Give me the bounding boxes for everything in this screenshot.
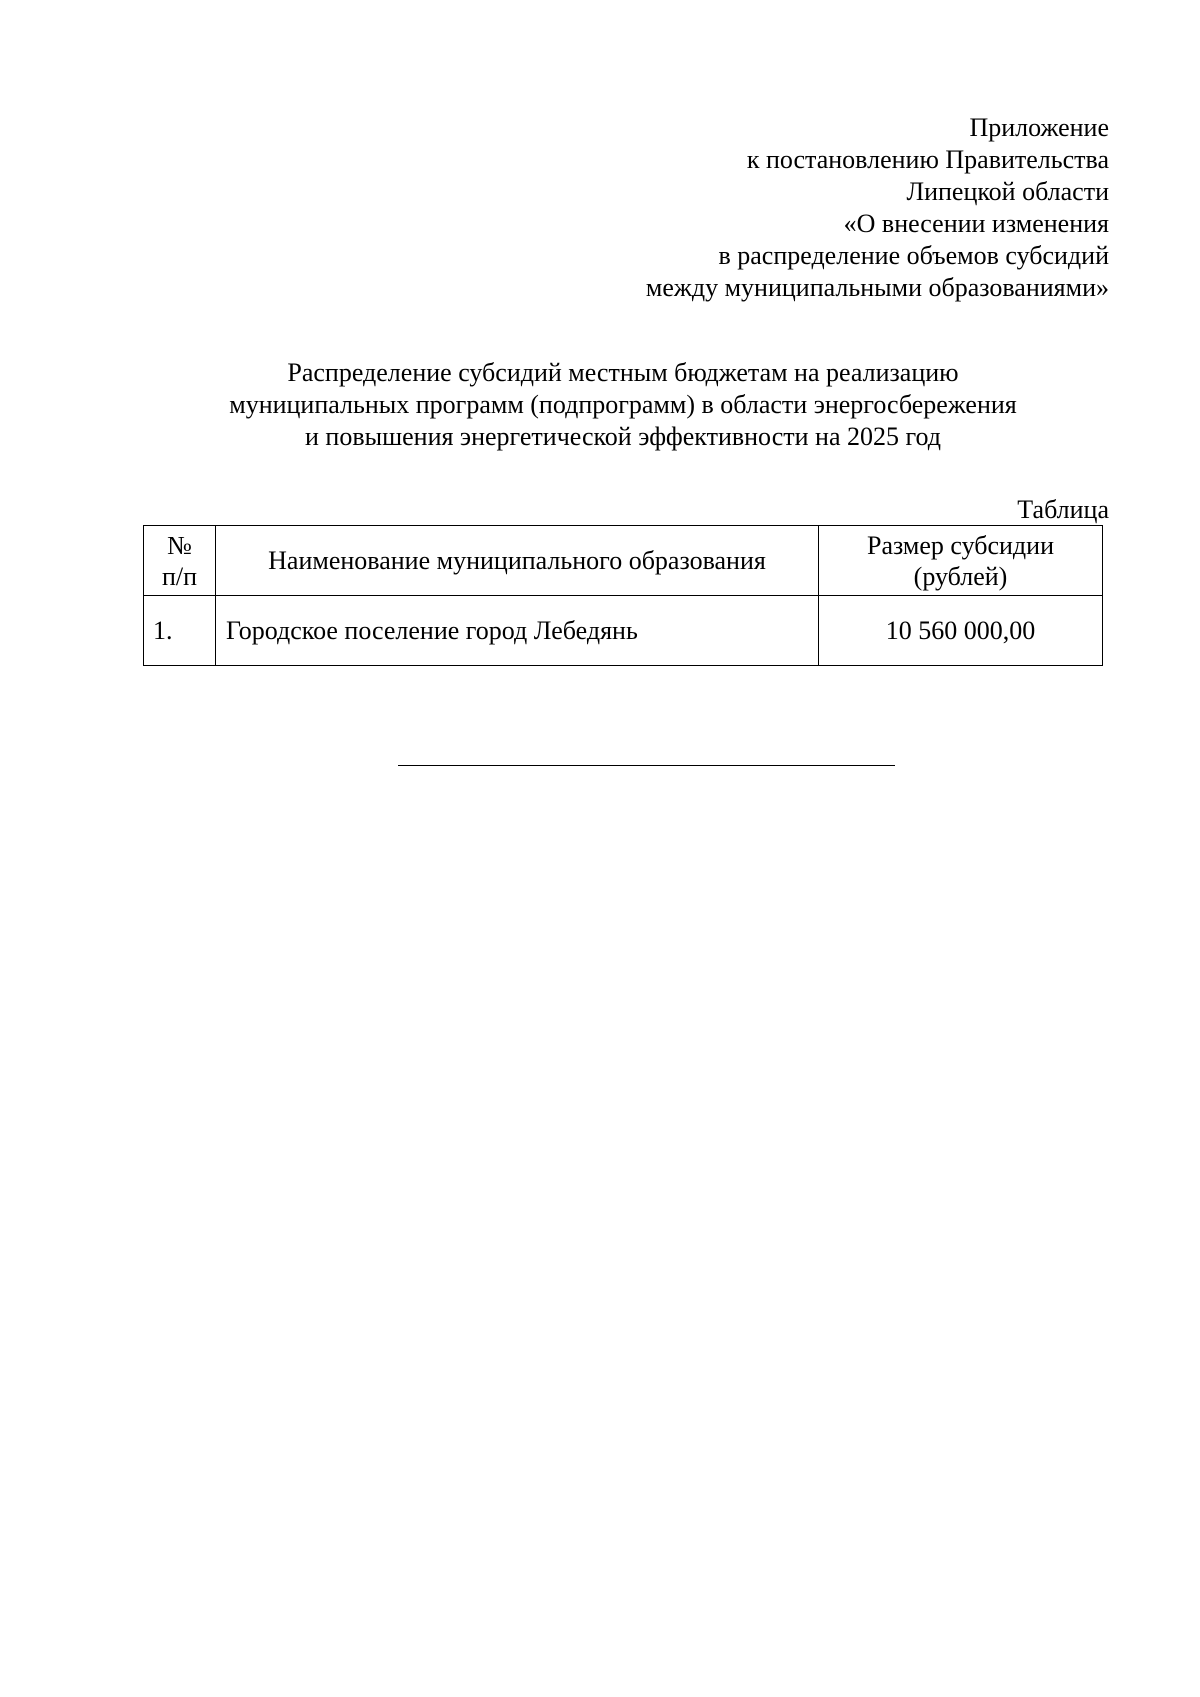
title-line: и повышения энергетической эффективности на 2025 год xyxy=(305,422,941,451)
row-number-cell: 1. xyxy=(144,596,216,666)
appendix-line: Приложение xyxy=(969,113,1109,142)
appendix-line: между муниципальными образованиями» xyxy=(645,273,1109,302)
header-number-abbrev: п/п xyxy=(161,561,198,591)
closing-rule xyxy=(398,765,895,766)
header-number-symbol: № xyxy=(167,530,192,560)
title-line: Распределение субсидий местным бюджетам на реализацию xyxy=(287,358,959,387)
row-amount-cell: 10 560 000,00 xyxy=(819,596,1103,666)
subsidy-table xyxy=(143,525,1103,666)
table-caption: Таблица xyxy=(1017,495,1109,524)
row-name-cell: Городское поселение город Лебедянь xyxy=(216,596,819,666)
header-amount-cell xyxy=(819,526,1103,596)
appendix-line: «О внесении изменения xyxy=(843,209,1109,238)
header-amount-title: Размер субсидии xyxy=(867,530,1054,560)
table-header-row xyxy=(144,526,1103,596)
appendix-block xyxy=(646,112,1109,304)
header-number-cell xyxy=(144,526,216,596)
header-amount-unit: (рублей) xyxy=(913,561,1008,591)
document-title xyxy=(140,357,1106,453)
appendix-line: в распределение объемов субсидий xyxy=(718,241,1109,270)
title-line: муниципальных программ (подпрограмм) в области энергосбережения xyxy=(229,390,1017,419)
header-name-cell: Наименование муниципального образования xyxy=(216,526,819,596)
appendix-line: Липецкой области xyxy=(906,177,1109,206)
table-row xyxy=(144,596,1103,666)
appendix-line: к постановлению Правительства xyxy=(746,145,1109,174)
